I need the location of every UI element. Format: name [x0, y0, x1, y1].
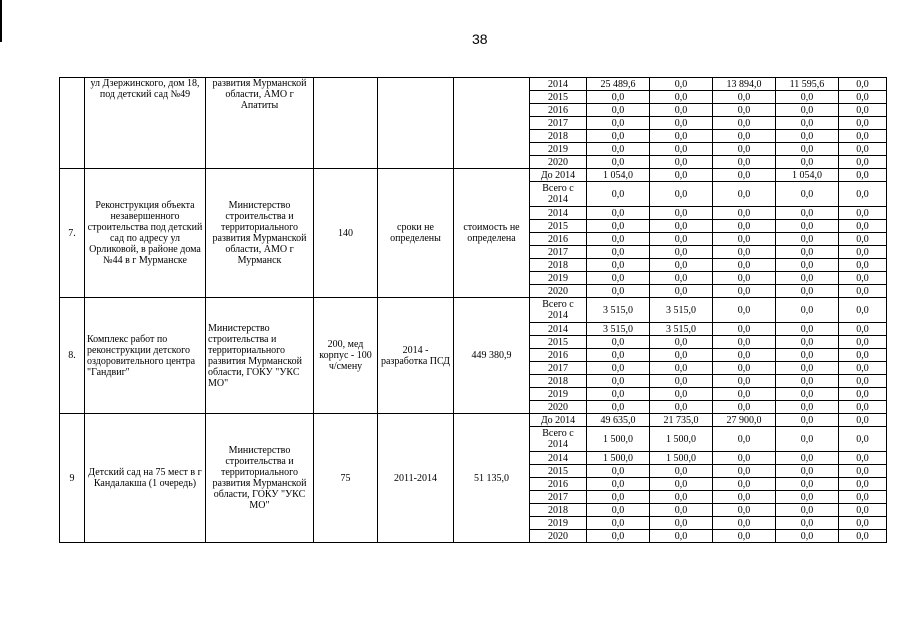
federal-cell: 0,0	[650, 465, 713, 478]
year-cell: 2018	[530, 504, 587, 517]
extra-cell: 0,0	[839, 530, 887, 543]
table-row	[60, 169, 887, 182]
total-cell: 0,0	[587, 207, 650, 220]
municipal-cell: 0,0	[776, 336, 839, 349]
estimated-cost	[454, 78, 530, 169]
federal-cell: 0,0	[650, 388, 713, 401]
federal-cell: 0,0	[650, 517, 713, 530]
regional-cell: 0,0	[713, 156, 776, 169]
municipal-cell: 0,0	[776, 478, 839, 491]
estimated-cost: 449 380,9	[454, 298, 530, 414]
year-cell: 2016	[530, 104, 587, 117]
municipal-cell: 0,0	[776, 414, 839, 427]
municipal-cell: 0,0	[776, 272, 839, 285]
federal-cell: 0,0	[650, 259, 713, 272]
federal-cell: 3 515,0	[650, 323, 713, 336]
year-cell: 2017	[530, 362, 587, 375]
year-cell: 2017	[530, 491, 587, 504]
extra-cell: 0,0	[839, 465, 887, 478]
regional-cell: 13 894,0	[713, 78, 776, 91]
estimated-cost: стоимость не определена	[454, 169, 530, 298]
estimated-cost: 51 135,0	[454, 414, 530, 543]
regional-cell: 0,0	[713, 91, 776, 104]
municipal-cell: 0,0	[776, 130, 839, 143]
regional-cell: 0,0	[713, 246, 776, 259]
regional-cell: 0,0	[713, 478, 776, 491]
municipal-cell: 0,0	[776, 349, 839, 362]
implementation-terms: 2011-2014	[378, 414, 454, 543]
federal-cell: 0,0	[650, 349, 713, 362]
total-cell: 3 515,0	[587, 298, 650, 323]
implementation-terms: 2014 - разработка ПСД	[378, 298, 454, 414]
total-cell: 0,0	[587, 91, 650, 104]
total-cell: 0,0	[587, 272, 650, 285]
total-cell: 0,0	[587, 220, 650, 233]
year-cell: Всего с 2014	[530, 427, 587, 452]
object-name: ул Дзержинского, дом 18, под детский сад №49	[85, 78, 206, 169]
year-cell: 2019	[530, 388, 587, 401]
federal-cell: 0,0	[650, 207, 713, 220]
regional-cell: 0,0	[713, 233, 776, 246]
municipal-cell: 0,0	[776, 259, 839, 272]
regional-cell: 0,0	[713, 452, 776, 465]
municipal-cell: 0,0	[776, 517, 839, 530]
capacity: 200, мед корпус - 100 ч/смену	[314, 298, 378, 414]
municipal-cell: 0,0	[776, 220, 839, 233]
year-cell: 2019	[530, 517, 587, 530]
total-cell: 0,0	[587, 156, 650, 169]
total-cell: 0,0	[587, 143, 650, 156]
extra-cell: 0,0	[839, 504, 887, 517]
total-cell: 0,0	[587, 182, 650, 207]
regional-cell: 0,0	[713, 285, 776, 298]
total-cell: 0,0	[587, 259, 650, 272]
regional-cell: 0,0	[713, 388, 776, 401]
regional-cell: 0,0	[713, 104, 776, 117]
extra-cell: 0,0	[839, 414, 887, 427]
federal-cell: 0,0	[650, 182, 713, 207]
object-name: Реконструкция объекта незавершенного строительства под детский сад по адресу ул Орликовой, в районе дома №44 в г Мурманске	[85, 169, 206, 298]
municipal-cell: 0,0	[776, 182, 839, 207]
year-cell: 2014	[530, 323, 587, 336]
regional-cell: 0,0	[713, 336, 776, 349]
section-number	[60, 78, 85, 169]
extra-cell: 0,0	[839, 220, 887, 233]
extra-cell: 0,0	[839, 130, 887, 143]
year-cell: Всего с 2014	[530, 298, 587, 323]
regional-cell: 0,0	[713, 349, 776, 362]
capacity	[314, 78, 378, 169]
extra-cell: 0,0	[839, 349, 887, 362]
total-cell: 0,0	[587, 130, 650, 143]
year-cell: 2015	[530, 465, 587, 478]
municipal-cell: 0,0	[776, 427, 839, 452]
year-cell: 2020	[530, 401, 587, 414]
municipal-cell: 0,0	[776, 246, 839, 259]
object-name: Комплекс работ по реконструкции детского оздоровительного центра "Гандвиг"	[85, 298, 206, 414]
extra-cell: 0,0	[839, 285, 887, 298]
year-cell: 2017	[530, 246, 587, 259]
regional-cell: 0,0	[713, 169, 776, 182]
municipal-cell: 0,0	[776, 104, 839, 117]
extra-cell: 0,0	[839, 272, 887, 285]
year-cell: 2020	[530, 285, 587, 298]
total-cell: 0,0	[587, 246, 650, 259]
federal-cell: 1 500,0	[650, 427, 713, 452]
total-cell: 0,0	[587, 504, 650, 517]
federal-cell: 0,0	[650, 246, 713, 259]
regional-cell: 0,0	[713, 517, 776, 530]
object-name: Детский сад на 75 мест в г Кандалакша (1 очередь)	[85, 414, 206, 543]
total-cell: 25 489,6	[587, 78, 650, 91]
year-cell: 2016	[530, 478, 587, 491]
federal-cell: 0,0	[650, 104, 713, 117]
municipal-cell: 0,0	[776, 91, 839, 104]
year-cell: 2020	[530, 156, 587, 169]
extra-cell: 0,0	[839, 117, 887, 130]
regional-cell: 0,0	[713, 362, 776, 375]
implementation-terms	[378, 78, 454, 169]
municipal-cell: 0,0	[776, 323, 839, 336]
section-number: 7.	[60, 169, 85, 298]
federal-cell: 0,0	[650, 156, 713, 169]
total-cell: 0,0	[587, 233, 650, 246]
regional-cell: 0,0	[713, 220, 776, 233]
year-cell: 2019	[530, 272, 587, 285]
municipal-cell: 0,0	[776, 452, 839, 465]
table-row	[60, 298, 887, 323]
implementation-terms: сроки не определены	[378, 169, 454, 298]
federal-cell: 1 500,0	[650, 452, 713, 465]
capacity: 75	[314, 414, 378, 543]
year-cell: 2014	[530, 78, 587, 91]
federal-cell: 0,0	[650, 220, 713, 233]
extra-cell: 0,0	[839, 143, 887, 156]
section-number: 9	[60, 414, 85, 543]
total-cell: 0,0	[587, 478, 650, 491]
total-cell: 1 500,0	[587, 427, 650, 452]
regional-cell: 0,0	[713, 427, 776, 452]
municipal-cell: 0,0	[776, 117, 839, 130]
municipal-cell: 1 054,0	[776, 169, 839, 182]
regional-cell: 0,0	[713, 504, 776, 517]
total-cell: 0,0	[587, 104, 650, 117]
municipal-cell: 0,0	[776, 388, 839, 401]
extra-cell: 0,0	[839, 375, 887, 388]
total-cell: 1 054,0	[587, 169, 650, 182]
federal-cell: 0,0	[650, 143, 713, 156]
extra-cell: 0,0	[839, 182, 887, 207]
municipal-cell: 0,0	[776, 233, 839, 246]
regional-cell: 0,0	[713, 143, 776, 156]
year-cell: 2016	[530, 233, 587, 246]
total-cell: 3 515,0	[587, 323, 650, 336]
year-cell: 2015	[530, 220, 587, 233]
federal-cell: 0,0	[650, 91, 713, 104]
municipal-cell: 0,0	[776, 362, 839, 375]
responsible-org: Министерство строительства и территориального развития Мурманской области, АМО г Мурманск	[206, 169, 314, 298]
total-cell: 0,0	[587, 375, 650, 388]
municipal-cell: 0,0	[776, 298, 839, 323]
year-cell: 2018	[530, 259, 587, 272]
federal-cell: 0,0	[650, 285, 713, 298]
total-cell: 0,0	[587, 117, 650, 130]
total-cell: 0,0	[587, 285, 650, 298]
regional-cell: 0,0	[713, 491, 776, 504]
year-cell: 2018	[530, 130, 587, 143]
municipal-cell: 0,0	[776, 530, 839, 543]
municipal-cell: 0,0	[776, 401, 839, 414]
municipal-cell: 0,0	[776, 285, 839, 298]
federal-cell: 0,0	[650, 491, 713, 504]
federal-cell: 0,0	[650, 169, 713, 182]
year-cell: 2014	[530, 452, 587, 465]
extra-cell: 0,0	[839, 78, 887, 91]
extra-cell: 0,0	[839, 104, 887, 117]
total-cell: 0,0	[587, 388, 650, 401]
capacity: 140	[314, 169, 378, 298]
regional-cell: 0,0	[713, 323, 776, 336]
responsible-org: Министерство строительства и территориального развития Мурманской области, ГОКУ "УКС МО"	[206, 414, 314, 543]
regional-cell: 0,0	[713, 117, 776, 130]
regional-cell: 0,0	[713, 401, 776, 414]
regional-cell: 0,0	[713, 298, 776, 323]
year-cell: 2020	[530, 530, 587, 543]
extra-cell: 0,0	[839, 491, 887, 504]
regional-cell: 27 900,0	[713, 414, 776, 427]
extra-cell: 0,0	[839, 452, 887, 465]
year-cell: 2016	[530, 349, 587, 362]
extra-cell: 0,0	[839, 246, 887, 259]
year-cell: Всего с 2014	[530, 182, 587, 207]
year-cell: До 2014	[530, 414, 587, 427]
extra-cell: 0,0	[839, 478, 887, 491]
investment-objects-table	[59, 77, 887, 543]
municipal-cell: 0,0	[776, 375, 839, 388]
year-cell: 2015	[530, 91, 587, 104]
regional-cell: 0,0	[713, 375, 776, 388]
extra-cell: 0,0	[839, 91, 887, 104]
federal-cell: 0,0	[650, 530, 713, 543]
federal-cell: 0,0	[650, 504, 713, 517]
municipal-cell: 11 595,6	[776, 78, 839, 91]
year-cell: 2018	[530, 375, 587, 388]
extra-cell: 0,0	[839, 233, 887, 246]
federal-cell: 0,0	[650, 401, 713, 414]
total-cell: 0,0	[587, 401, 650, 414]
federal-cell: 0,0	[650, 362, 713, 375]
municipal-cell: 0,0	[776, 143, 839, 156]
extra-cell: 0,0	[839, 517, 887, 530]
federal-cell: 0,0	[650, 78, 713, 91]
extra-cell: 0,0	[839, 156, 887, 169]
total-cell: 1 500,0	[587, 452, 650, 465]
total-cell: 0,0	[587, 465, 650, 478]
federal-cell: 0,0	[650, 478, 713, 491]
extra-cell: 0,0	[839, 362, 887, 375]
total-cell: 49 635,0	[587, 414, 650, 427]
year-cell: 2014	[530, 207, 587, 220]
regional-cell: 0,0	[713, 182, 776, 207]
municipal-cell: 0,0	[776, 491, 839, 504]
extra-cell: 0,0	[839, 427, 887, 452]
total-cell: 0,0	[587, 517, 650, 530]
table-row	[60, 414, 887, 427]
municipal-cell: 0,0	[776, 504, 839, 517]
section-number: 8.	[60, 298, 85, 414]
table-row	[60, 78, 887, 91]
year-cell: 2019	[530, 143, 587, 156]
total-cell: 0,0	[587, 349, 650, 362]
federal-cell: 21 735,0	[650, 414, 713, 427]
extra-cell: 0,0	[839, 401, 887, 414]
municipal-cell: 0,0	[776, 465, 839, 478]
regional-cell: 0,0	[713, 259, 776, 272]
year-cell: 2017	[530, 117, 587, 130]
regional-cell: 0,0	[713, 130, 776, 143]
responsible-org: развития Мурманской области, АМО г Апатиты	[206, 78, 314, 169]
responsible-org: Министерство строительства и территориального развития Мурманской области, ГОКУ "УКС МО"	[206, 298, 314, 414]
federal-cell: 0,0	[650, 233, 713, 246]
year-cell: 2015	[530, 336, 587, 349]
federal-cell: 0,0	[650, 117, 713, 130]
regional-cell: 0,0	[713, 272, 776, 285]
binder-margin-line	[0, 0, 2, 42]
total-cell: 0,0	[587, 491, 650, 504]
federal-cell: 0,0	[650, 272, 713, 285]
extra-cell: 0,0	[839, 259, 887, 272]
extra-cell: 0,0	[839, 207, 887, 220]
municipal-cell: 0,0	[776, 207, 839, 220]
year-cell: До 2014	[530, 169, 587, 182]
federal-cell: 0,0	[650, 130, 713, 143]
extra-cell: 0,0	[839, 336, 887, 349]
federal-cell: 0,0	[650, 336, 713, 349]
regional-cell: 0,0	[713, 530, 776, 543]
regional-cell: 0,0	[713, 465, 776, 478]
extra-cell: 0,0	[839, 323, 887, 336]
extra-cell: 0,0	[839, 169, 887, 182]
extra-cell: 0,0	[839, 388, 887, 401]
total-cell: 0,0	[587, 336, 650, 349]
total-cell: 0,0	[587, 362, 650, 375]
federal-cell: 3 515,0	[650, 298, 713, 323]
extra-cell: 0,0	[839, 298, 887, 323]
municipal-cell: 0,0	[776, 156, 839, 169]
federal-cell: 0,0	[650, 375, 713, 388]
regional-cell: 0,0	[713, 207, 776, 220]
total-cell: 0,0	[587, 530, 650, 543]
page-number: 38	[472, 31, 488, 47]
